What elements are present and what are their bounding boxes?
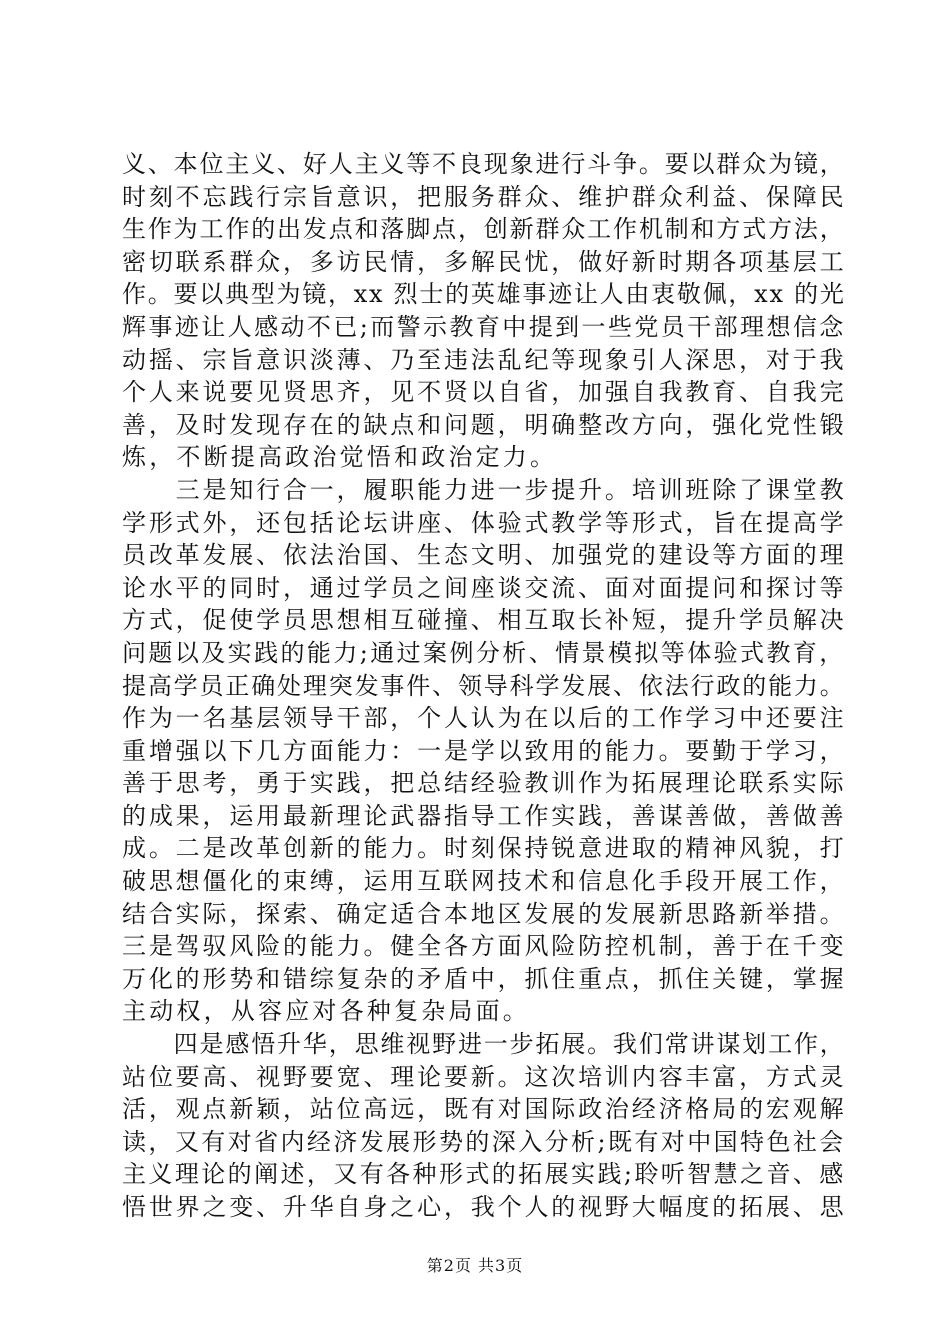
text-line: 的成果，运用最新理论武器指导工作实践，善谋善做，善做善: [122, 801, 847, 830]
text-line: 学形式外，还包括论坛讲座、体验式教学等形式，旨在提高学: [122, 508, 847, 537]
text-line: 重增强以下几方面能力：一是学以致用的能力。要勤于学习，: [122, 736, 847, 765]
text-line: 论水平的同时，通过学员之间座谈交流、面对面提问和探讨等: [122, 573, 847, 602]
text-line: 提高学员正确处理突发事件、领导科学发展、依法行政的能力。: [122, 671, 846, 700]
text-line: 悟世界之变、升华自身之心，我个人的视野大幅度的拓展、思: [122, 1193, 847, 1221]
text-line: 主动权，从容应对各种复杂局面。: [122, 997, 530, 1026]
text-line: 读，又有对省内经济发展形势的深入分析;既有对中国特色社会: [122, 1127, 846, 1156]
text-line: 密切联系群众，多访民情，多解民忧，做好新时期各项基层工: [122, 247, 847, 276]
text-line: 活，观点新颖，站位高远，既有对国际政治经济格局的宏观解: [122, 1095, 847, 1124]
text-line: 问题以及实践的能力;通过案例分析、情景模拟等体验式教育，: [122, 638, 846, 667]
text-line: 义、本位主义、好人主义等不良现象进行斗争。要以群众为镜，: [122, 150, 846, 178]
text-line: 方式，促使学员思想相互碰撞、相互取长补短，提升学员解决: [122, 606, 847, 635]
text-line: 破思想僵化的束缚，运用互联网技术和信息化手段开展工作，: [122, 867, 847, 896]
text-line: 个人来说要见贤思齐，见不贤以自省，加强自我教育、自我完: [122, 378, 847, 407]
text-line: 主义理论的阐述，又有各种形式的拓展实践;聆听智慧之音、感: [122, 1160, 846, 1189]
paragraph-first-line: 四是感悟升华，思维视野进一步拓展。我们常讲谋划工作，: [122, 1030, 846, 1059]
text-line: 结合实际，探索、确定适合本地区发展的发展新思路新举措。: [122, 899, 847, 928]
page-number-footer: 第2页 共3页: [426, 1256, 524, 1275]
text-line: 作为一名基层领导干部，个人认为在以后的工作学习中还要注: [122, 704, 847, 733]
text-line: 作。要以典型为镜，xx 烈士的英雄事迹让人由衷敬佩，xx 的光: [122, 280, 846, 309]
text-line: 炼，不断提高政治觉悟和政治定力。: [122, 443, 558, 472]
paragraph-first-line: 三是知行合一，履职能力进一步提升。培训班除了课堂教: [122, 475, 847, 504]
text-line: 站位要高、视野要宽、理论要新。这次培训内容丰富，方式灵: [122, 1062, 847, 1091]
text-line: 时刻不忘践行宗旨意识，把服务群众、维护群众利益、保障民: [122, 182, 847, 211]
text-line: 员改革发展、依法治国、生态文明、加强党的建设等方面的理: [122, 541, 847, 570]
text-line: 三是驾驭风险的能力。健全各方面风险防控机制，善于在千变: [122, 932, 847, 961]
document-body: [122, 148, 847, 1224]
text-line: 成。二是改革创新的能力。时刻保持锐意进取的精神风貌，打: [122, 834, 847, 863]
text-line: 善，及时发现存在的缺点和问题，明确整改方向，强化党性锻: [122, 410, 847, 439]
text-line: 动摇、宗旨意识淡薄、乃至违法乱纪等现象引人深思，对于我: [122, 345, 847, 374]
text-line: 辉事迹让人感动不已;而警示教育中提到一些党员干部理想信念: [122, 312, 846, 341]
text-line: 生作为工作的出发点和落脚点，创新群众工作机制和方式方法，: [122, 215, 846, 244]
text-line: 万化的形势和错综复杂的矛盾中，抓住重点，抓住关键，掌握: [122, 964, 847, 993]
text-line: 善于思考，勇于实践，把总结经验教训作为拓展理论联系实际: [122, 769, 847, 798]
